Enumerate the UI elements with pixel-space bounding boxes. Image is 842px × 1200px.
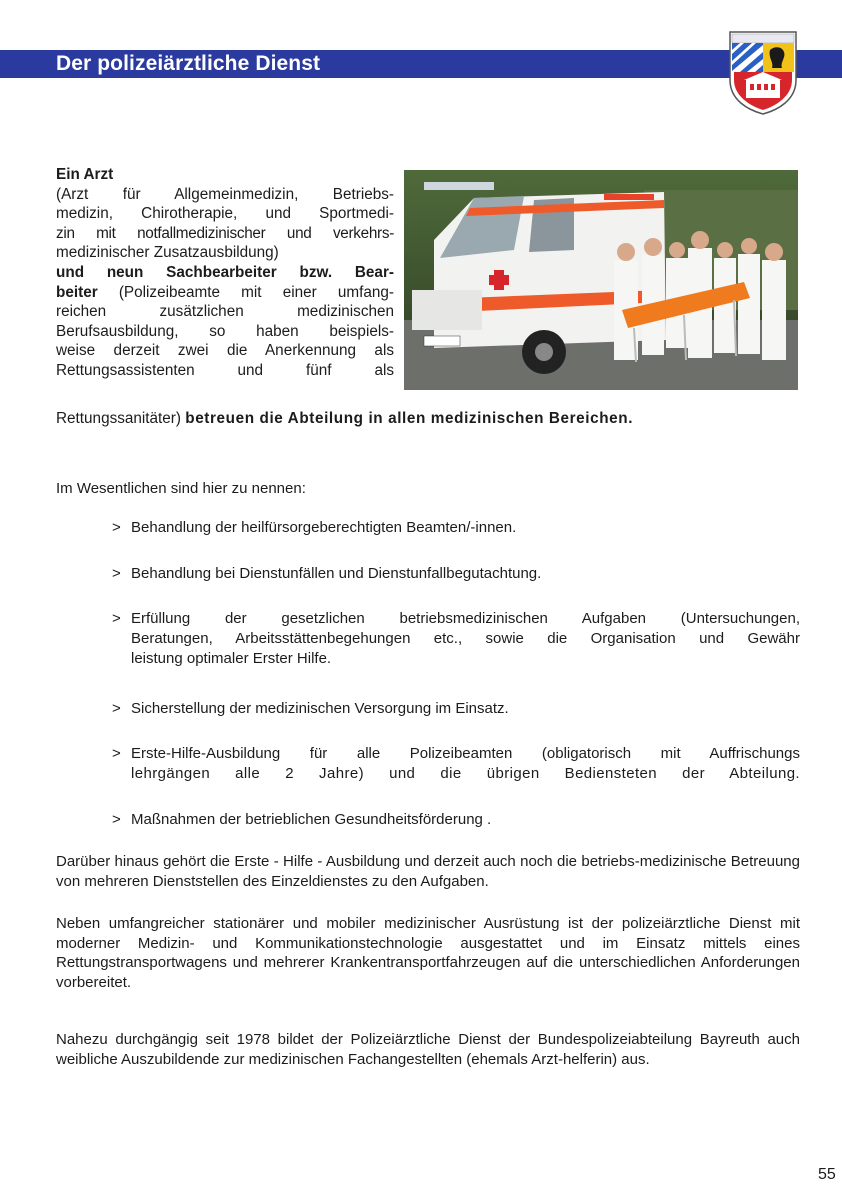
list-item-text: Erste-Hilfe-Ausbildung für alle Polizeibeamten (obligatorisch mit Auffrischungs <box>131 745 800 762</box>
intro-line: und neun Sachbearbeiter bzw. Bear- <box>56 263 394 281</box>
list-item-text: Behandlung der heilfürsorgeberechtigten Beamten/-innen. <box>131 519 517 536</box>
intro-text-span: (Polizeibeamte mit einer umfang- <box>97 283 394 301</box>
bullet-marker: > <box>112 745 121 762</box>
ambulance-team-photo <box>404 170 798 390</box>
intro-heading: Ein Arzt <box>56 166 114 183</box>
intro-line: Rettungsassistenten und fünf als <box>56 361 394 379</box>
paragraph-training: Nahezu durchgängig seit 1978 bildet der Polizeiärztliche Dienst der Bundespolizeiabteilung Bayreuth auch weibliche Auszubildende zur medizinischen Fachangestellten (ehemals Arzt-helferin) aus. <box>56 1031 800 1068</box>
intro-line: (Arzt für Allgemeinmedizin, Betriebs- <box>56 185 394 203</box>
intro-line <box>56 283 394 303</box>
intro-text-span: Rettungssanitäter) <box>56 410 186 427</box>
intro-line: medizin, Chirotherapie, und Sportmedi- <box>56 205 394 223</box>
lead-text: Im Wesentlichen sind hier zu nennen: <box>56 480 306 497</box>
list-item-text: Behandlung bei Dienstunfällen und Dienstunfallbegutachtung. <box>131 565 542 582</box>
intro-bold-text: beiter <box>56 283 98 301</box>
list-item-text: Sicherstellung der medizinischen Versorgung im Einsatz. <box>131 700 509 717</box>
list-item <box>112 564 800 584</box>
intro-line: medizinischer Zusatzausbildung) <box>56 244 279 262</box>
list-item-text: Erfüllung der gesetzlichen betriebsmedizinischen Aufgaben (Untersuchungen, <box>131 610 800 627</box>
list-item-text: Beratungen, Arbeitsstättenbegehungen etc., sowie die Organisation und Gewähr <box>131 630 800 647</box>
paragraph-additional-tasks: Darüber hinaus gehört die Erste - Hilfe - Ausbildung und derzeit auch noch die betriebs-medizinische Betreuung von mehreren Dienststellen des Einzeldienstes zu den Aufgaben. <box>56 853 800 890</box>
list-item <box>112 744 800 784</box>
page-title: Der polizeiärztliche Dienst <box>56 52 321 75</box>
page-number: 55 <box>818 1166 836 1183</box>
list-item <box>112 518 800 538</box>
intro-line: weise derzeit zwei die Anerkennung als <box>56 342 394 360</box>
list-item-text: lehrgängen alle 2 Jahre) und die übrigen Bediensteten der Abteilung. <box>131 765 800 782</box>
bullet-marker: > <box>112 811 121 828</box>
intro-text <box>56 165 394 381</box>
bullet-marker: > <box>112 565 121 582</box>
list-item <box>112 810 800 830</box>
list-item-text: leistung optimaler Erster Hilfe. <box>131 650 332 667</box>
list-item-text: Maßnahmen der betrieblichen Gesundheitsförderung . <box>131 811 492 828</box>
bullet-marker: > <box>112 610 121 627</box>
paragraph-equipment: Neben umfangreicher stationärer und mobiler medizinischer Ausrüstung ist der polizeiärztliche Dienst mit moderner Medizin- und Kommunikationstechnologie ausgestattet und im Einsatz mittels eines Rettungstransportwagens und mehrerer Krankentransportfahrzeugen auf die unterschiedlichen Anforderungen vorbereitet. <box>56 915 800 991</box>
bullet-marker: > <box>112 700 121 717</box>
intro-line: reichen zusätzlichen medizinischen <box>56 303 394 321</box>
bullet-marker: > <box>112 519 121 536</box>
intro-line: Berufsausbildung, so haben beispiels- <box>56 322 394 340</box>
list-item <box>112 609 800 669</box>
intro-bold-text: betreuen die Abteilung in allen medizinischen Bereichen. <box>185 410 634 427</box>
coat-of-arms-icon <box>726 28 800 116</box>
intro-last-line <box>56 409 800 429</box>
list-item <box>112 699 800 719</box>
intro-line: zin mit notfallmedizinischer und verkehrs- <box>56 224 394 242</box>
